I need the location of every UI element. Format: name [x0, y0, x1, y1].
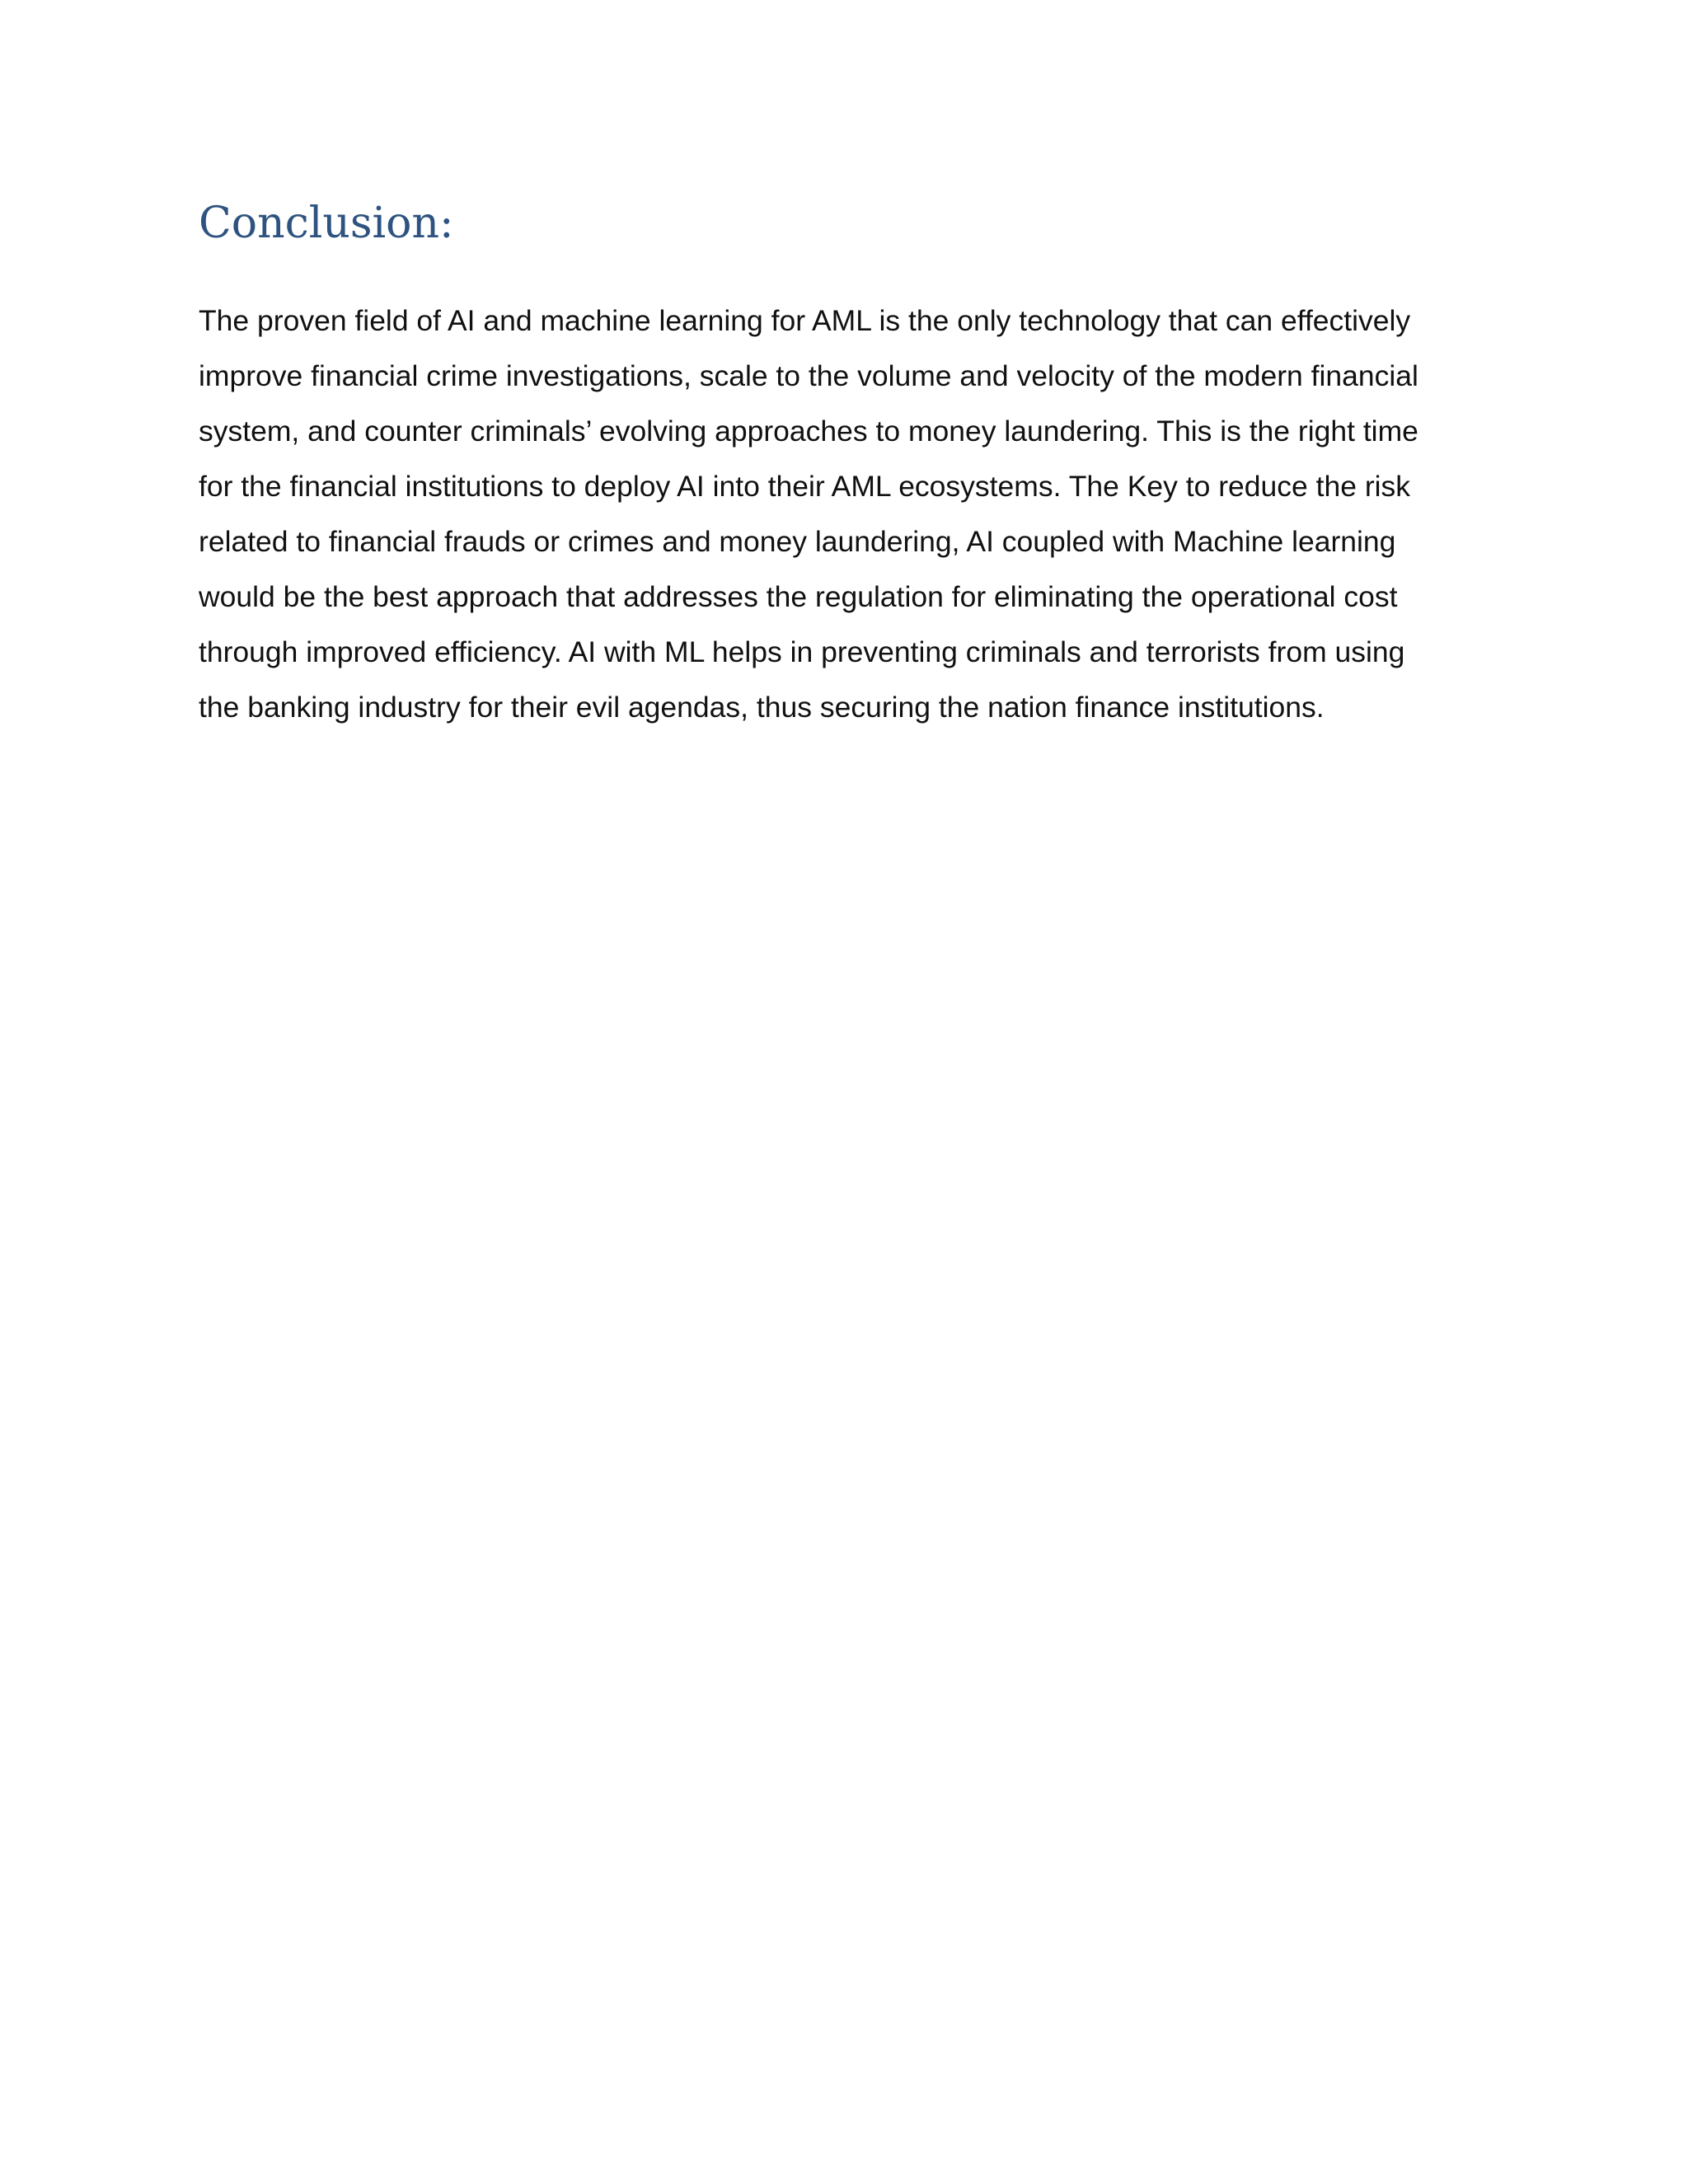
paragraph-line: through improved efficiency. AI with ML helps in preventing criminals and terrorists from using	[199, 635, 1405, 668]
paragraph-line: related to financial frauds or crimes and money laundering, AI coupled with Machine learning	[199, 525, 1396, 558]
paragraph-line: for the financial institutions to deploy AI into their AML ecosystems. The Key to reduce the risk	[199, 470, 1411, 503]
paragraph-line: the banking industry for their evil agendas, thus securing the nation finance institutions.	[199, 691, 1325, 724]
paragraph-line: would be the best approach that addresses the regulation for eliminating the operational cost	[199, 580, 1398, 613]
page-content	[199, 194, 1493, 735]
paragraph-line: The proven field of AI and machine learning for AML is the only technology that can effectively	[199, 304, 1411, 337]
paragraph-line: improve financial crime investigations, scale to the volume and velocity of the modern financial	[199, 359, 1418, 392]
conclusion-paragraph	[199, 293, 1493, 735]
section-heading: Conclusion:	[199, 199, 454, 248]
paragraph-line: system, and counter criminals’ evolving approaches to money laundering. This is the right time	[199, 415, 1418, 448]
